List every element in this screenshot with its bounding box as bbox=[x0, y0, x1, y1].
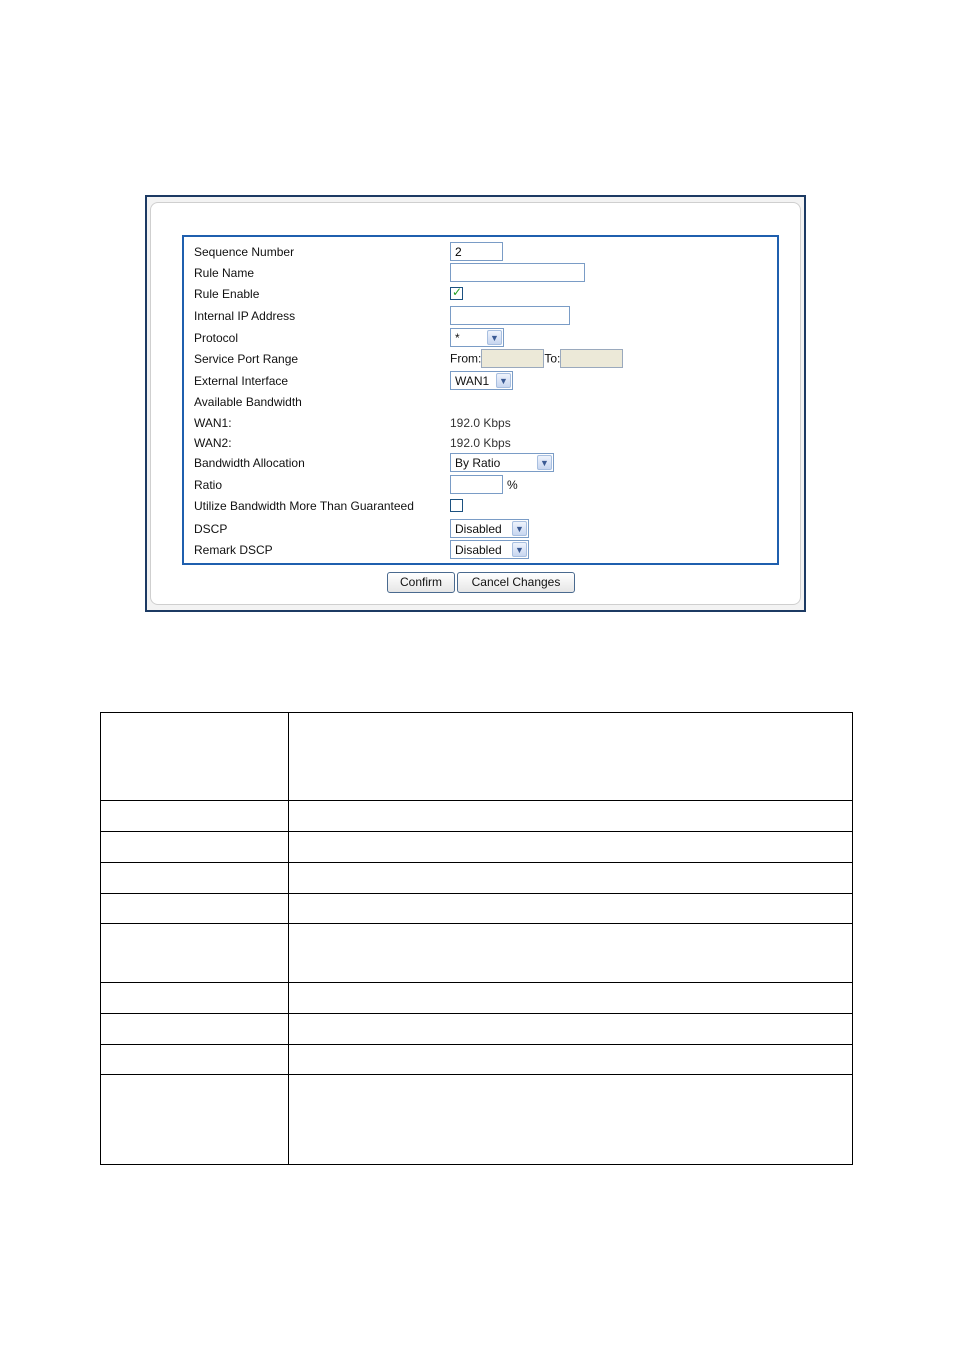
table-cell bbox=[289, 983, 853, 1014]
table-cell bbox=[101, 894, 289, 924]
table-cell bbox=[101, 832, 289, 863]
port-to-input[interactable] bbox=[560, 349, 623, 368]
row-rule-name bbox=[194, 263, 774, 283]
row-internal-ip bbox=[194, 306, 774, 326]
dscp-value: Disabled bbox=[455, 522, 502, 536]
external-interface-value: WAN1 bbox=[455, 374, 490, 388]
dscp-select[interactable] bbox=[450, 519, 529, 538]
table-cell bbox=[289, 1075, 853, 1165]
chevron-down-icon: ▼ bbox=[512, 542, 527, 557]
internal-ip-input[interactable] bbox=[450, 306, 570, 325]
remark-dscp-value: Disabled bbox=[455, 543, 502, 557]
wan2-bandwidth-value: 192.0 Kbps bbox=[450, 436, 511, 450]
table-cell bbox=[289, 894, 853, 924]
protocol-label: Protocol bbox=[194, 331, 239, 345]
port-from-input[interactable] bbox=[481, 349, 544, 368]
row-sequence-number bbox=[194, 242, 774, 262]
table-cell bbox=[101, 801, 289, 832]
rule-enable-label: Rule Enable bbox=[194, 287, 260, 301]
sequence-number-input[interactable] bbox=[450, 242, 503, 261]
bandwidth-allocation-label: Bandwidth Allocation bbox=[194, 456, 305, 470]
row-protocol bbox=[194, 328, 774, 348]
rule-name-label: Rule Name bbox=[194, 266, 255, 280]
table-row bbox=[101, 983, 853, 1014]
wan1-label: WAN1: bbox=[194, 416, 232, 430]
chevron-down-icon: ▼ bbox=[496, 373, 511, 388]
settings-window-frame bbox=[145, 195, 806, 612]
row-utilize-bandwidth bbox=[194, 496, 774, 516]
table-cell bbox=[101, 983, 289, 1014]
table-row bbox=[101, 713, 853, 801]
table-cell bbox=[289, 1045, 853, 1075]
confirm-button[interactable]: Confirm bbox=[387, 572, 455, 593]
chevron-down-icon: ▼ bbox=[537, 455, 552, 470]
table-cell bbox=[289, 863, 853, 894]
internal-ip-label: Internal IP Address bbox=[194, 309, 296, 323]
external-interface-select[interactable] bbox=[450, 371, 513, 390]
table-row bbox=[101, 1014, 853, 1045]
port-from-label: From: bbox=[450, 351, 482, 366]
row-dscp bbox=[194, 519, 774, 539]
table-row bbox=[101, 863, 853, 894]
table-cell bbox=[101, 1045, 289, 1075]
sequence-number-label: Sequence Number bbox=[194, 245, 295, 259]
rule-name-input[interactable] bbox=[450, 263, 585, 282]
utilize-bandwidth-checkbox[interactable] bbox=[450, 499, 463, 512]
row-wan2 bbox=[194, 433, 774, 453]
service-port-range-label: Service Port Range bbox=[194, 352, 299, 366]
row-external-interface bbox=[194, 371, 774, 391]
table-row bbox=[101, 1075, 853, 1165]
ratio-input[interactable] bbox=[450, 475, 503, 494]
remark-dscp-label: Remark DSCP bbox=[194, 543, 273, 557]
table-row bbox=[101, 832, 853, 863]
table-cell bbox=[289, 801, 853, 832]
row-bandwidth-allocation bbox=[194, 453, 774, 473]
table-cell bbox=[289, 832, 853, 863]
table-row bbox=[101, 1045, 853, 1075]
wan2-label: WAN2: bbox=[194, 436, 232, 450]
remark-dscp-select[interactable] bbox=[450, 540, 529, 559]
external-interface-label: External Interface bbox=[194, 374, 289, 388]
checkmark-icon: ✓ bbox=[452, 285, 463, 299]
table-cell bbox=[101, 713, 289, 801]
ratio-unit: % bbox=[507, 477, 518, 492]
rule-enable-checkbox[interactable] bbox=[450, 287, 463, 300]
table-cell bbox=[101, 1075, 289, 1165]
row-service-port-range bbox=[194, 349, 774, 369]
qos-rule-form bbox=[182, 235, 779, 565]
row-available-bandwidth bbox=[194, 392, 774, 412]
settings-panel bbox=[150, 202, 801, 605]
table-cell bbox=[101, 863, 289, 894]
row-ratio bbox=[194, 475, 774, 495]
table-cell bbox=[289, 713, 853, 801]
available-bandwidth-label: Available Bandwidth bbox=[194, 395, 302, 409]
dscp-label: DSCP bbox=[194, 522, 228, 536]
port-to-label: To: bbox=[544, 351, 561, 366]
table-cell bbox=[101, 924, 289, 983]
table-cell bbox=[289, 1014, 853, 1045]
bandwidth-allocation-select[interactable] bbox=[450, 453, 554, 472]
wan1-bandwidth-value: 192.0 Kbps bbox=[450, 416, 511, 430]
description-table bbox=[100, 712, 853, 1165]
protocol-value: * bbox=[455, 331, 460, 345]
table-row bbox=[101, 924, 853, 983]
cancel-changes-button[interactable]: Cancel Changes bbox=[457, 572, 575, 593]
bandwidth-allocation-value: By Ratio bbox=[455, 456, 501, 470]
table-row bbox=[101, 801, 853, 832]
row-remark-dscp bbox=[194, 540, 774, 560]
ratio-label: Ratio bbox=[194, 478, 223, 492]
protocol-select[interactable] bbox=[450, 328, 504, 347]
row-wan1 bbox=[194, 413, 774, 433]
utilize-bandwidth-label: Utilize Bandwidth More Than Guaranteed bbox=[194, 499, 414, 513]
row-rule-enable bbox=[194, 284, 774, 304]
table-cell bbox=[289, 924, 853, 983]
chevron-down-icon: ▼ bbox=[487, 330, 502, 345]
table-cell bbox=[101, 1014, 289, 1045]
table-row bbox=[101, 894, 853, 924]
chevron-down-icon: ▼ bbox=[512, 521, 527, 536]
